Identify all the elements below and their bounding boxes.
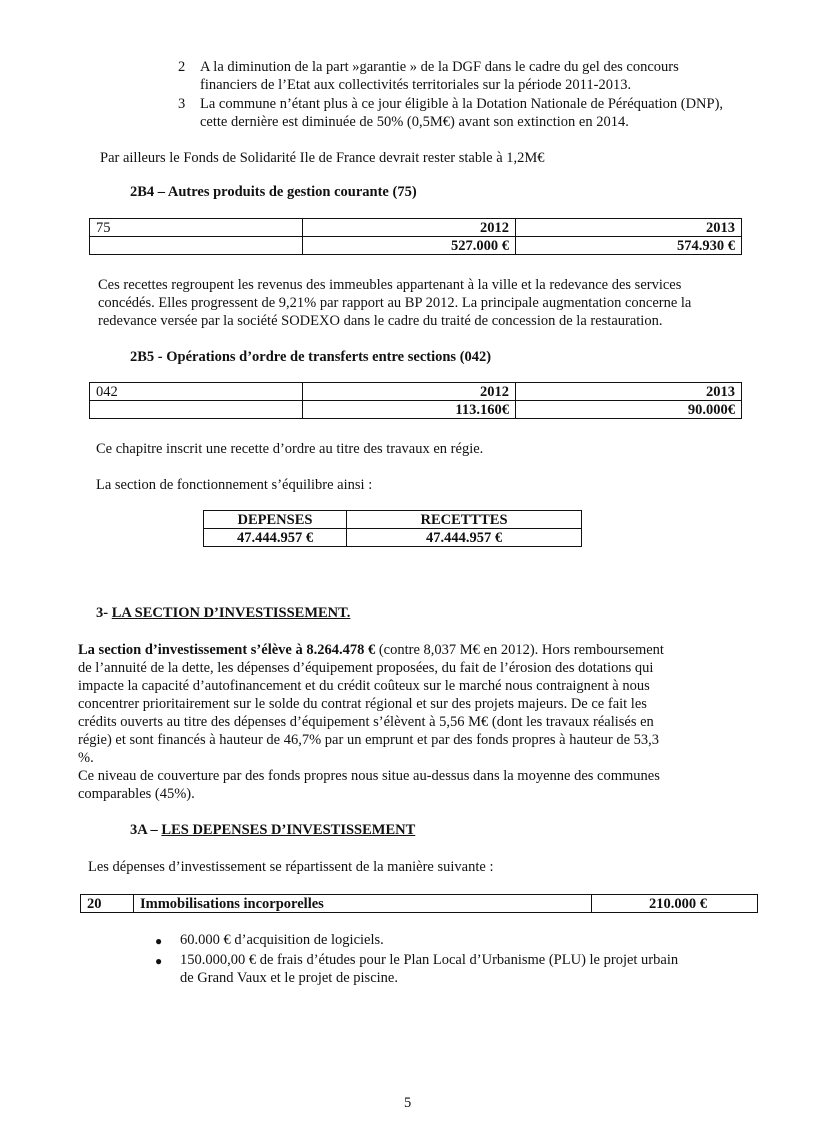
paragraph-line: concédés. Elles progressent de 9,21% par rapport au BP 2012. La principale augmentation concerne la bbox=[98, 295, 692, 311]
list-item bbox=[178, 95, 723, 113]
table-cell: 527.000 € bbox=[303, 237, 516, 255]
paragraph-line: régie) et sont financés à hauteur de 46,7% par un emprunt et par des fonds propres à hauteur de 53,3 bbox=[78, 732, 660, 748]
table-cell bbox=[90, 237, 303, 255]
section-title: LES DEPENSES D’INVESTISSEMENT bbox=[161, 822, 416, 838]
balance-table bbox=[203, 510, 582, 547]
table-cell: 90.000€ bbox=[516, 401, 742, 419]
list-item bbox=[178, 58, 679, 76]
bullet-icon: ● bbox=[155, 934, 163, 948]
paragraph-lead: La section d’investissement s’élève à 8.264.478 € bbox=[78, 642, 376, 658]
table-header: 2012 bbox=[303, 219, 516, 237]
table-label: Immobilisations incorporelles bbox=[134, 895, 592, 913]
paragraph-line: redevance versée par la société SODEXO dans le cadre du traité de concession de la restauration. bbox=[98, 313, 663, 329]
paragraph-line: concentrer prioritairement sur le solde du contrat régional et sur des projets majeurs. De ce fait les bbox=[78, 696, 647, 712]
table-header: 2013 bbox=[516, 383, 742, 401]
bullet-icon: ● bbox=[155, 954, 163, 968]
list-text: La commune n’étant plus à ce jour éligible à la Dotation Nationale de Péréquation (DNP), bbox=[200, 96, 724, 112]
table-cell: 574.930 € bbox=[516, 237, 742, 255]
section-prefix: 3A – bbox=[130, 822, 158, 838]
paragraph-line: %. bbox=[78, 750, 94, 766]
table-header: 2012 bbox=[303, 383, 516, 401]
list-text: A la diminution de la part »garantie » de la DGF dans le cadre du gel des concours bbox=[200, 59, 679, 75]
list-item: 150.000,00 € de frais d’études pour le Plan Local d’Urbanisme (PLU) le projet urbain bbox=[180, 952, 679, 968]
list-number: 3 bbox=[178, 96, 186, 112]
table-cell: 47.444.957 € bbox=[204, 529, 347, 547]
section-heading: 2B4 – Autres produits de gestion courante (75) bbox=[130, 184, 417, 200]
table-cell bbox=[90, 401, 303, 419]
section-heading bbox=[96, 604, 350, 622]
table-amount: 210.000 € bbox=[592, 895, 758, 913]
paragraph-line: impacte la capacité d’autofinancement et du crédit coûteux sur le marché nous contraignent à nous bbox=[78, 678, 650, 694]
paragraph: Par ailleurs le Fonds de Solidarité Ile de France devrait rester stable à 1,2M€ bbox=[100, 150, 545, 166]
page-number: 5 bbox=[404, 1095, 412, 1111]
table-header: RECETTTES bbox=[347, 511, 582, 529]
section-heading: 2B5 - Opérations d’ordre de transferts entre sections (042) bbox=[130, 349, 492, 365]
paragraph: La section de fonctionnement s’équilibre ainsi : bbox=[96, 477, 373, 493]
list-item: de Grand Vaux et le projet de piscine. bbox=[180, 970, 398, 986]
paragraph-line: La section d’investissement s’élève à 8.264.478 € (contre 8,037 M€ en 2012). Hors remboursement bbox=[78, 642, 664, 658]
section-number: 3- bbox=[96, 605, 109, 621]
table-header: 2013 bbox=[516, 219, 742, 237]
table-code: 75 bbox=[90, 219, 303, 237]
data-table bbox=[89, 382, 742, 419]
list-item: 60.000 € d’acquisition de logiciels. bbox=[180, 932, 384, 948]
list-text: cette dernière est diminuée de 50% (0,5M€) avant son extinction en 2014. bbox=[200, 114, 629, 130]
paragraph: Ce chapitre inscrit une recette d’ordre au titre des travaux en régie. bbox=[96, 441, 484, 457]
investment-table bbox=[80, 894, 758, 913]
section-title: LA SECTION D’INVESTISSEMENT. bbox=[111, 605, 351, 621]
paragraph-line: Ces recettes regroupent les revenus des immeubles appartenant à la ville et la redevance des services bbox=[98, 277, 682, 293]
list-number: 2 bbox=[178, 59, 186, 75]
paragraph-line: Ce niveau de couverture par des fonds propres nous situe au-dessus dans la moyenne des communes bbox=[78, 768, 660, 784]
data-table bbox=[89, 218, 742, 255]
table-cell: 47.444.957 € bbox=[347, 529, 582, 547]
paragraph-line: crédits ouverts au titre des dépenses d’équipement s’élèvent à 5,56 M€ (dont les travaux réalisés en bbox=[78, 714, 654, 730]
table-header: DEPENSES bbox=[204, 511, 347, 529]
paragraph: Les dépenses d’investissement se répartissent de la manière suivante : bbox=[88, 859, 494, 875]
section-heading bbox=[130, 821, 415, 839]
paragraph-line: de l’annuité de la dette, les dépenses d’équipement proposées, du fait de l’érosion des dotations qui bbox=[78, 660, 654, 676]
table-code: 20 bbox=[81, 895, 134, 913]
paragraph-line: comparables (45%). bbox=[78, 786, 195, 802]
list-text: financiers de l’Etat aux collectivités territoriales sur la période 2011-2013. bbox=[200, 77, 632, 93]
table-code: 042 bbox=[90, 383, 303, 401]
table-cell: 113.160€ bbox=[303, 401, 516, 419]
